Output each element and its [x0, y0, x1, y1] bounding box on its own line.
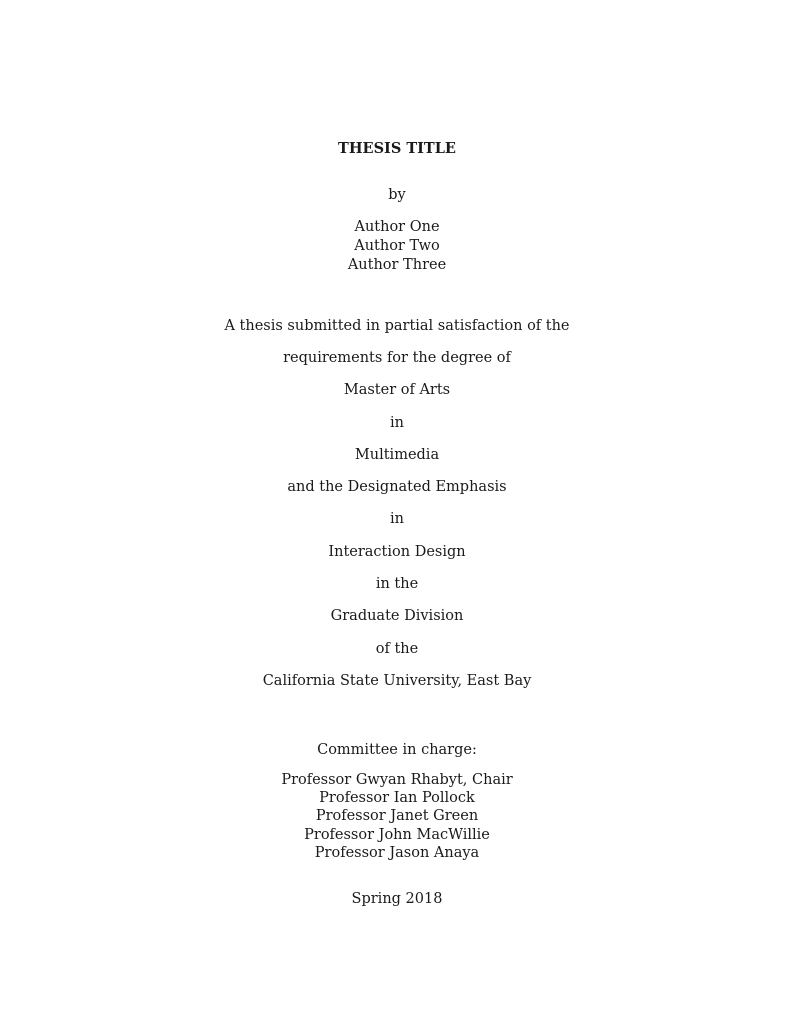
submission-requirements: requirements for the degree of [283, 350, 511, 366]
committee-member: Professor Gwyan Rhabyt, Chair [281, 772, 513, 788]
university-name: California State University, East Bay [262, 673, 532, 689]
committee-member: Professor Jason Anaya [314, 845, 480, 861]
committee-heading: Committee in charge: [317, 742, 477, 758]
thesis-title: THESIS TITLE [338, 140, 456, 157]
submission-date: Spring 2018 [351, 891, 443, 907]
author-name: Author Two [354, 238, 440, 254]
submission-statement: A thesis submitted in partial satisfaction of the [224, 318, 570, 334]
emphasis-name: Interaction Design [328, 544, 466, 560]
in-connector: in [390, 415, 404, 431]
committee-member: Professor Ian Pollock [319, 790, 475, 806]
of-the-connector: of the [375, 641, 419, 657]
author-name: Author One [354, 219, 440, 235]
committee-member: Professor John MacWillie [304, 827, 490, 843]
committee-member: Professor Janet Green [315, 808, 479, 824]
emphasis-intro: and the Designated Emphasis [287, 479, 507, 495]
in-connector: in [390, 511, 404, 527]
division-name: Graduate Division [330, 608, 464, 624]
degree-name: Master of Arts [343, 382, 451, 398]
author-name: Author Three [347, 257, 447, 273]
field-name: Multimedia [354, 447, 440, 463]
by-line: by [388, 187, 406, 203]
in-the-connector: in the [375, 576, 419, 592]
